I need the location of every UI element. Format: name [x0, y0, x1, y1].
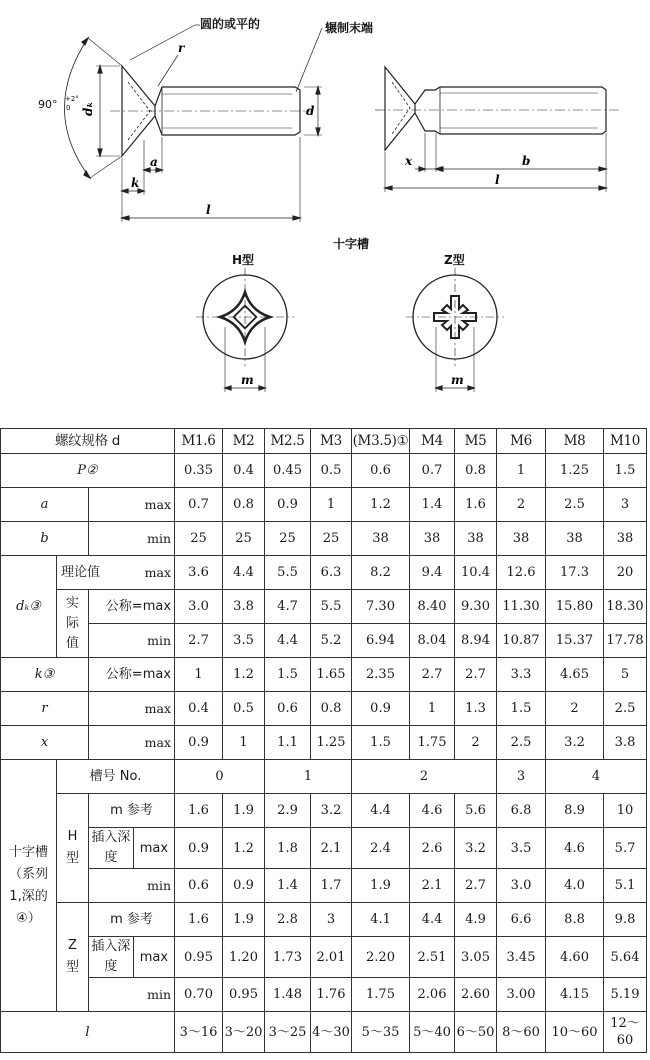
value-cell: 12.6 — [497, 556, 546, 590]
value-cell: 4.4 — [410, 903, 455, 937]
value-cell: 0.6 — [352, 454, 410, 488]
recess-number: 1 — [265, 760, 352, 794]
value-cell: 10.4 — [455, 556, 497, 590]
value-cell: 1.9 — [223, 794, 265, 828]
value-cell: 1.5 — [604, 454, 647, 488]
recess-number: 0 — [175, 760, 265, 794]
h-depth-label: 插入深度 — [89, 828, 133, 868]
value-cell: 9.4 — [410, 556, 455, 590]
value-cell: 5.5 — [265, 556, 311, 590]
value-cell: 3.05 — [455, 937, 497, 978]
value-cell: 2.7 — [455, 869, 497, 903]
value-cell: 1.5 — [497, 692, 546, 726]
value-cell: 12～60 — [604, 1012, 647, 1053]
value-cell: 25 — [223, 522, 265, 556]
value-cell: 11.30 — [497, 590, 546, 624]
size-cell: M1.6 — [175, 429, 223, 454]
h-depth-min-row — [1, 869, 647, 903]
length-row — [1, 1012, 647, 1053]
dim-x-label: x — [405, 154, 413, 168]
value-cell: 5.6 — [455, 794, 497, 828]
value-cell: 4.6 — [546, 828, 604, 869]
value-cell: 1.5 — [265, 658, 311, 692]
angle-tol-upper: +2° — [65, 95, 79, 103]
type-z-title: Z型 — [444, 253, 465, 267]
value-cell: 0.70 — [175, 978, 223, 1012]
value-cell: 2.8 — [265, 903, 311, 937]
value-cell: 8.94 — [455, 624, 497, 658]
type-h-title: H型 — [232, 253, 255, 267]
value-cell: 1 — [497, 454, 546, 488]
pitch-label: P② — [1, 454, 175, 488]
value-cell: 5～35 — [352, 1012, 410, 1053]
value-cell: 6.3 — [311, 556, 352, 590]
value-cell: 2.01 — [311, 937, 352, 978]
value-cell: 1 — [311, 488, 352, 522]
value-cell: 7.30 — [352, 590, 410, 624]
value-cell: 6～50 — [455, 1012, 497, 1053]
value-cell: 25 — [311, 522, 352, 556]
x-row — [1, 726, 647, 760]
k-row — [1, 658, 647, 692]
h-depth-max-qualifier: max — [139, 840, 169, 856]
z-depth-subtable — [89, 937, 174, 977]
z-depth-max-qualifier: max — [139, 949, 169, 965]
recess-number: 4 — [546, 760, 647, 794]
value-cell: 2.9 — [265, 794, 311, 828]
x-label: x — [1, 726, 89, 760]
value-cell: 0.5 — [311, 454, 352, 488]
value-cell: 1.4 — [265, 869, 311, 903]
value-cell: 1 — [410, 692, 455, 726]
value-cell: 2.60 — [455, 978, 497, 1012]
value-cell: 1.3 — [455, 692, 497, 726]
value-cell: 2.5 — [546, 488, 604, 522]
size-cell: M4 — [410, 429, 455, 454]
value-cell: 4～30 — [311, 1012, 352, 1053]
recess-label: 十字槽（系列1,深的④） — [1, 760, 57, 1012]
value-cell: 3.8 — [604, 726, 647, 760]
value-cell: 5.5 — [311, 590, 352, 624]
value-cell: 3～16 — [175, 1012, 223, 1053]
value-cell: 3.3 — [497, 658, 546, 692]
value-cell: 0.9 — [265, 488, 311, 522]
dk-theory-cell — [57, 556, 175, 590]
value-cell: 1.73 — [265, 937, 311, 978]
value-cell: 1 — [175, 658, 223, 692]
value-cell: 2.35 — [352, 658, 410, 692]
size-cell: M2 — [223, 429, 265, 454]
value-cell: 1.2 — [352, 488, 410, 522]
h-depth-subrow — [89, 828, 174, 868]
value-cell: 4.4 — [265, 624, 311, 658]
value-cell: 5.1 — [604, 869, 647, 903]
value-cell: 0.8 — [223, 488, 265, 522]
r-qualifier: max — [89, 692, 175, 726]
value-cell: 1.4 — [410, 488, 455, 522]
dk-theory-label: 理论值 — [61, 565, 101, 580]
value-cell: 18.30 — [604, 590, 647, 624]
value-cell: 1.6 — [175, 903, 223, 937]
k-label: k③ — [1, 658, 89, 692]
value-cell: 6.6 — [497, 903, 546, 937]
r-row — [1, 692, 647, 726]
value-cell: 5～40 — [410, 1012, 455, 1053]
value-cell: 1.76 — [311, 978, 352, 1012]
h-depth-subtable — [89, 828, 174, 868]
value-cell: 15.37 — [546, 624, 604, 658]
dk-actual-max-row — [1, 590, 647, 624]
value-cell: 1.9 — [223, 903, 265, 937]
value-cell: 2.7 — [410, 658, 455, 692]
value-cell: 1.2 — [223, 658, 265, 692]
value-cell: 1.9 — [352, 869, 410, 903]
z-depth-label: 插入深度 — [89, 937, 133, 977]
value-cell: 25 — [175, 522, 223, 556]
recess-title: 十字槽 — [333, 237, 370, 251]
value-cell: 5.19 — [604, 978, 647, 1012]
value-cell: 2 — [497, 488, 546, 522]
value-cell: 1.8 — [265, 828, 311, 869]
dk-actual-label: 实际值 — [57, 590, 89, 658]
value-cell: 1.7 — [311, 869, 352, 903]
value-cell: 20 — [604, 556, 647, 590]
value-cell: 0.8 — [455, 454, 497, 488]
value-cell: 0.95 — [223, 978, 265, 1012]
l-label: l — [1, 1012, 175, 1053]
a-row — [1, 488, 647, 522]
value-cell: 1.25 — [546, 454, 604, 488]
value-cell: 2.1 — [410, 869, 455, 903]
value-cell: 0.4 — [175, 692, 223, 726]
note-round-or-flat: 圆的或平的 — [200, 17, 261, 31]
right-screw-profile — [375, 67, 620, 150]
value-cell: 1 — [223, 726, 265, 760]
dim-m-z-label: m — [451, 373, 464, 387]
angle-tol-lower: 0 — [66, 104, 71, 112]
value-cell: 1.75 — [410, 726, 455, 760]
value-cell: 1.75 — [352, 978, 410, 1012]
dim-k-label: k — [131, 176, 140, 190]
value-cell: 8～60 — [497, 1012, 546, 1053]
value-cell: 3.2 — [311, 794, 352, 828]
dk-theory-row — [1, 556, 647, 590]
z-depth-cell — [89, 937, 175, 978]
value-cell: 38 — [352, 522, 410, 556]
dim-r-label: r — [178, 41, 185, 55]
value-cell: 8.2 — [352, 556, 410, 590]
value-cell: 3.00 — [497, 978, 546, 1012]
value-cell: 1.2 — [223, 828, 265, 869]
screw-drawing — [0, 0, 650, 425]
z-depth-subrow — [89, 937, 174, 977]
note-rolled-end: 辗制末端 — [325, 21, 374, 35]
dim-d-label: d — [306, 104, 315, 118]
value-cell: 6.94 — [352, 624, 410, 658]
value-cell: 38 — [455, 522, 497, 556]
z-m-row — [1, 903, 647, 937]
angle-label: 90° — [38, 98, 58, 111]
dim-dk-label: dₖ — [81, 101, 95, 116]
value-cell: 2 — [546, 692, 604, 726]
value-cell: 10 — [604, 794, 647, 828]
value-cell: 8.04 — [410, 624, 455, 658]
value-cell: 0.6 — [265, 692, 311, 726]
value-cell: 4.4 — [352, 794, 410, 828]
value-cell: 0.7 — [410, 454, 455, 488]
x-qualifier: max — [89, 726, 175, 760]
z-type-label: Z型 — [57, 903, 89, 1012]
h-depth-cell — [89, 828, 175, 869]
a-qualifier: max — [89, 488, 175, 522]
value-cell: 3 — [604, 488, 647, 522]
a-label: a — [1, 488, 89, 522]
value-cell: 25 — [265, 522, 311, 556]
value-cell: 0.45 — [265, 454, 311, 488]
value-cell: 2.1 — [311, 828, 352, 869]
dk-label: dₖ③ — [1, 556, 57, 658]
value-cell: 15.80 — [546, 590, 604, 624]
recess-number-row — [1, 760, 647, 794]
value-cell: 1.65 — [311, 658, 352, 692]
value-cell: 3～25 — [265, 1012, 311, 1053]
dim-l-right-label: l — [495, 173, 500, 187]
value-cell: 3.8 — [223, 590, 265, 624]
value-cell: 1.6 — [175, 794, 223, 828]
value-cell: 0.9 — [223, 869, 265, 903]
value-cell: 3.2 — [546, 726, 604, 760]
value-cell: 0.8 — [311, 692, 352, 726]
value-cell: 3～20 — [223, 1012, 265, 1053]
value-cell: 2.06 — [410, 978, 455, 1012]
dk-actual-min-qualifier: min — [89, 624, 175, 658]
value-cell: 0.7 — [175, 488, 223, 522]
z-depth-min-row — [1, 978, 647, 1012]
value-cell: 3.5 — [223, 624, 265, 658]
value-cell: 2.7 — [175, 624, 223, 658]
size-cell: M2.5 — [265, 429, 311, 454]
thread-spec-label: 螺纹规格 d — [1, 429, 175, 454]
value-cell: 4.7 — [265, 590, 311, 624]
size-cell: M6 — [497, 429, 546, 454]
value-cell: 4.15 — [546, 978, 604, 1012]
value-cell: 4.65 — [546, 658, 604, 692]
dim-b-label: b — [522, 154, 531, 168]
h-m-label: m 参考 — [89, 794, 175, 828]
z-m-label: m 参考 — [89, 903, 175, 937]
b-qualifier: min — [89, 522, 175, 556]
value-cell: 3.0 — [175, 590, 223, 624]
value-cell: 0.4 — [223, 454, 265, 488]
dim-m-h-label: m — [241, 373, 254, 387]
value-cell: 5 — [604, 658, 647, 692]
value-cell: 3.2 — [455, 828, 497, 869]
value-cell: 1.20 — [223, 937, 265, 978]
value-cell: 4.60 — [546, 937, 604, 978]
value-cell: 2.5 — [497, 726, 546, 760]
value-cell: 10.87 — [497, 624, 546, 658]
size-cell: M3 — [311, 429, 352, 454]
h-type-label: H型 — [57, 794, 89, 903]
value-cell: 2.51 — [410, 937, 455, 978]
r-label: r — [1, 692, 89, 726]
value-cell: 1.5 — [352, 726, 410, 760]
value-cell: 38 — [410, 522, 455, 556]
z-depth-min-qualifier: min — [89, 978, 175, 1012]
k-qualifier: 公称=max — [89, 658, 175, 692]
left-screw-profile — [110, 66, 312, 156]
h-depth-max-row — [1, 828, 647, 869]
dim-l-left-label: l — [206, 203, 211, 217]
value-cell: 5.7 — [604, 828, 647, 869]
value-cell: 38 — [546, 522, 604, 556]
dim-a-label: a — [150, 155, 158, 169]
value-cell: 4.1 — [352, 903, 410, 937]
value-cell: 4.6 — [410, 794, 455, 828]
value-cell: 9.8 — [604, 903, 647, 937]
value-cell: 8.8 — [546, 903, 604, 937]
b-label: b — [1, 522, 89, 556]
z-depth-max-row — [1, 937, 647, 978]
value-cell: 2.6 — [410, 828, 455, 869]
value-cell: 1.48 — [265, 978, 311, 1012]
value-cell: 0.5 — [223, 692, 265, 726]
value-cell: 1.6 — [455, 488, 497, 522]
h-depth-min-qualifier: min — [89, 869, 175, 903]
value-cell: 2.5 — [604, 692, 647, 726]
value-cell: 8.9 — [546, 794, 604, 828]
dk-theory-qualifier: max — [144, 565, 172, 580]
value-cell: 2.7 — [455, 658, 497, 692]
value-cell: 1.25 — [311, 726, 352, 760]
value-cell: 5.2 — [311, 624, 352, 658]
value-cell: 1.1 — [265, 726, 311, 760]
value-cell: 2.20 — [352, 937, 410, 978]
size-cell: M5 — [455, 429, 497, 454]
value-cell: 38 — [497, 522, 546, 556]
value-cell: 4.0 — [546, 869, 604, 903]
value-cell: 4.9 — [455, 903, 497, 937]
value-cell: 17.78 — [604, 624, 647, 658]
value-cell: 10～60 — [546, 1012, 604, 1053]
b-row — [1, 522, 647, 556]
value-cell: 38 — [604, 522, 647, 556]
value-cell: 3.45 — [497, 937, 546, 978]
value-cell: 2 — [455, 726, 497, 760]
value-cell: 0.35 — [175, 454, 223, 488]
pitch-row — [1, 454, 647, 488]
value-cell: 4.4 — [223, 556, 265, 590]
size-header-row — [1, 429, 647, 454]
value-cell: 0.6 — [175, 869, 223, 903]
recess-no-label: 槽号 No. — [57, 760, 175, 794]
value-cell: 0.9 — [175, 828, 223, 869]
value-cell: 17.3 — [546, 556, 604, 590]
value-cell: 9.30 — [455, 590, 497, 624]
size-cell: (M3.5)① — [352, 429, 410, 454]
value-cell: 6.8 — [497, 794, 546, 828]
value-cell: 8.40 — [410, 590, 455, 624]
h-m-row — [1, 794, 647, 828]
dk-actual-min-row — [1, 624, 647, 658]
value-cell: 3.5 — [497, 828, 546, 869]
value-cell: 0.95 — [175, 937, 223, 978]
value-cell: 3 — [311, 903, 352, 937]
dk-actual-max-qualifier: 公称=max — [89, 590, 175, 624]
value-cell: 3.0 — [497, 869, 546, 903]
recess-number: 3 — [497, 760, 546, 794]
value-cell: 5.64 — [604, 937, 647, 978]
value-cell: 3.6 — [175, 556, 223, 590]
recess-number: 2 — [352, 760, 497, 794]
size-cell: M8 — [546, 429, 604, 454]
value-cell: 0.9 — [175, 726, 223, 760]
size-cell: M10 — [604, 429, 647, 454]
spec-table — [0, 428, 647, 1053]
value-cell: 0.9 — [352, 692, 410, 726]
value-cell: 2.4 — [352, 828, 410, 869]
